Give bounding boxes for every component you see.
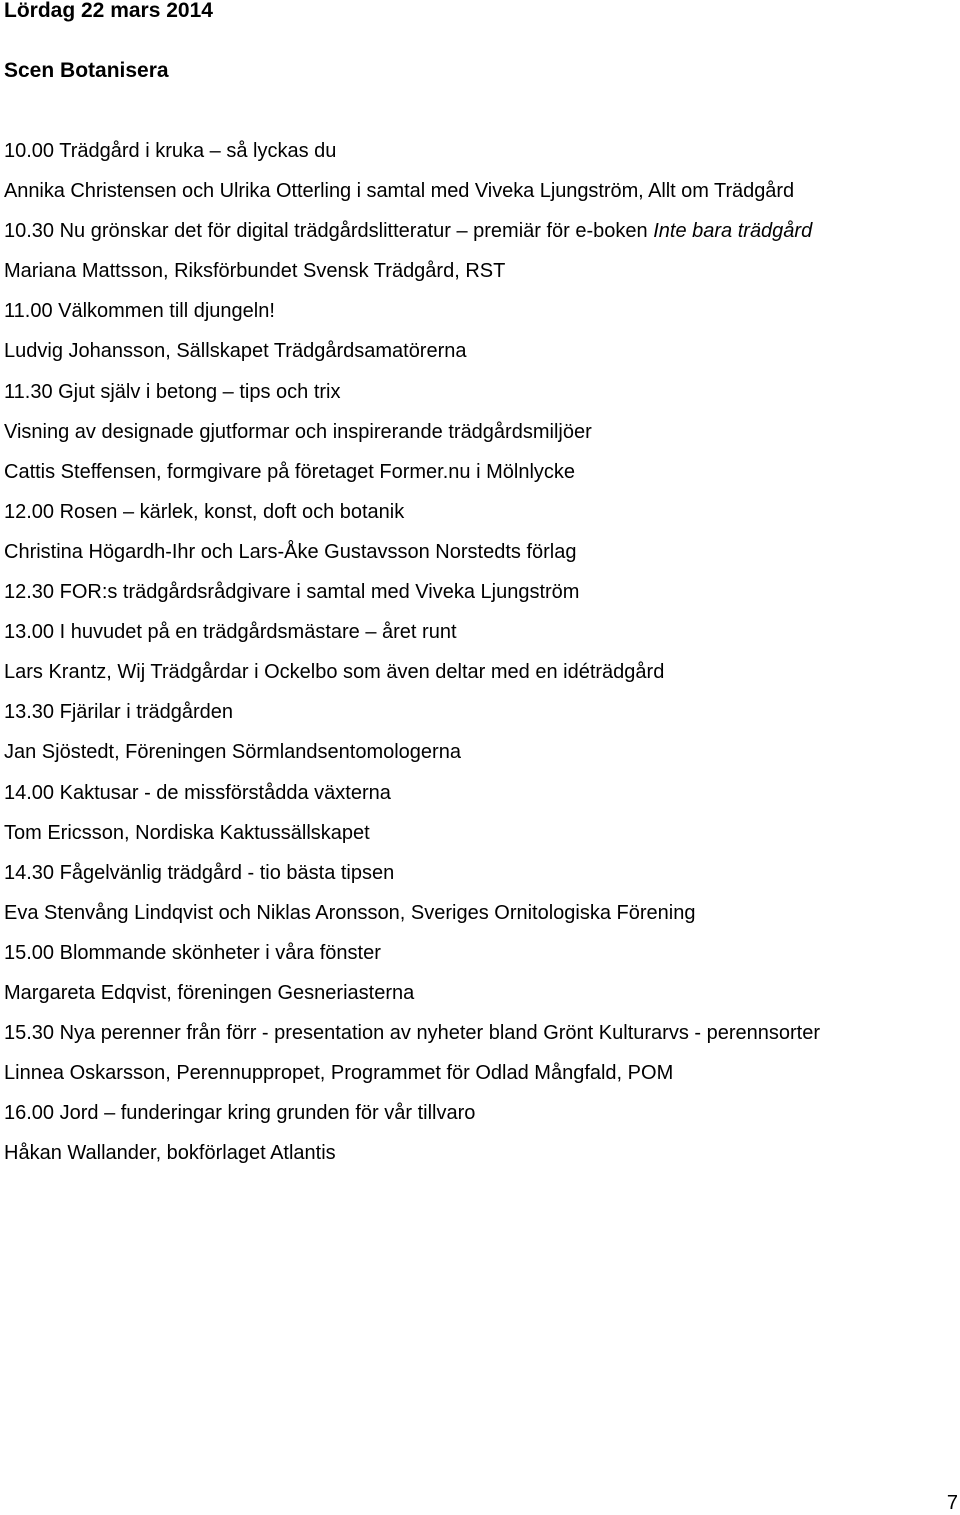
schedule-line: Christina Högardh-Ihr och Lars-Åke Gustavsson Norstedts förlag bbox=[4, 540, 577, 563]
schedule-line: 15.30 Nya perenner från förr - presentation av nyheter bland Grönt Kulturarvs - perennsorter bbox=[4, 1022, 820, 1045]
schedule-line: 11.00 Välkommen till djungeln! bbox=[4, 300, 275, 323]
page-number: 7 bbox=[946, 1492, 958, 1514]
schedule-line: 14.30 Fågelvänlig trädgård - tio bästa tipsen bbox=[4, 861, 395, 884]
schedule-line: 12.30 FOR:s trädgårdsrådgivare i samtal med Viveka Ljungström bbox=[4, 581, 580, 604]
schedule-line: Linnea Oskarsson, Perennuppropet, Programmet för Odlad Mångfald, POM bbox=[4, 1062, 674, 1085]
schedule-line: Lars Krantz, Wij Trädgårdar i Ockelbo som även deltar med en idéträdgård bbox=[4, 661, 665, 684]
schedule-line: Jan Sjöstedt, Föreningen Sörmlandsentomologerna bbox=[4, 741, 461, 764]
schedule-line: Ludvig Johansson, Sällskapet Trädgårdsamatörerna bbox=[4, 340, 467, 363]
schedule-line: 10.30 Nu grönskar det för digital trädgårdslitteratur – premiär för e-boken Inte bara trädgård bbox=[4, 220, 813, 243]
schedule-line: Håkan Wallander, bokförlaget Atlantis bbox=[4, 1142, 336, 1165]
book-title: Inte bara trädgård bbox=[653, 220, 813, 243]
date-heading: Lördag 22 mars 2014 bbox=[4, 0, 213, 22]
schedule-line: Eva Stenvång Lindqvist och Niklas Aronsson, Sveriges Ornitologiska Förening bbox=[4, 901, 696, 924]
schedule-list bbox=[4, 137, 956, 1179]
schedule-line: Margareta Edqvist, föreningen Gesneriasterna bbox=[4, 981, 415, 1004]
schedule-line: Tom Ericsson, Nordiska Kaktussällskapet bbox=[4, 821, 370, 844]
schedule-line: 13.30 Fjärilar i trädgården bbox=[4, 701, 234, 724]
schedule-line: 12.00 Rosen – kärlek, konst, doft och botanik bbox=[4, 500, 405, 523]
schedule-line: 15.00 Blommande skönheter i våra fönster bbox=[4, 941, 381, 964]
schedule-line: Annika Christensen och Ulrika Otterling i samtal med Viveka Ljungström, Allt om Trädgård bbox=[4, 180, 795, 203]
schedule-line: Mariana Mattsson, Riksförbundet Svensk Trädgård, RST bbox=[4, 260, 506, 283]
schedule-line: 14.00 Kaktusar - de missförstådda växterna bbox=[4, 781, 391, 804]
schedule-line: 11.30 Gjut själv i betong – tips och trix bbox=[4, 380, 341, 403]
schedule-line: Visning av designade gjutformar och inspirerande trädgårdsmiljöer bbox=[4, 420, 592, 443]
schedule-line: Cattis Steffensen, formgivare på företaget Former.nu i Mölnlycke bbox=[4, 460, 576, 483]
schedule-line: 13.00 I huvudet på en trädgårdsmästare – året runt bbox=[4, 621, 457, 644]
scene-heading: Scen Botanisera bbox=[4, 59, 169, 82]
schedule-line: 10.00 Trädgård i kruka – så lyckas du bbox=[4, 140, 337, 162]
schedule-line: 16.00 Jord – funderingar kring grunden för vår tillvaro bbox=[4, 1102, 476, 1125]
